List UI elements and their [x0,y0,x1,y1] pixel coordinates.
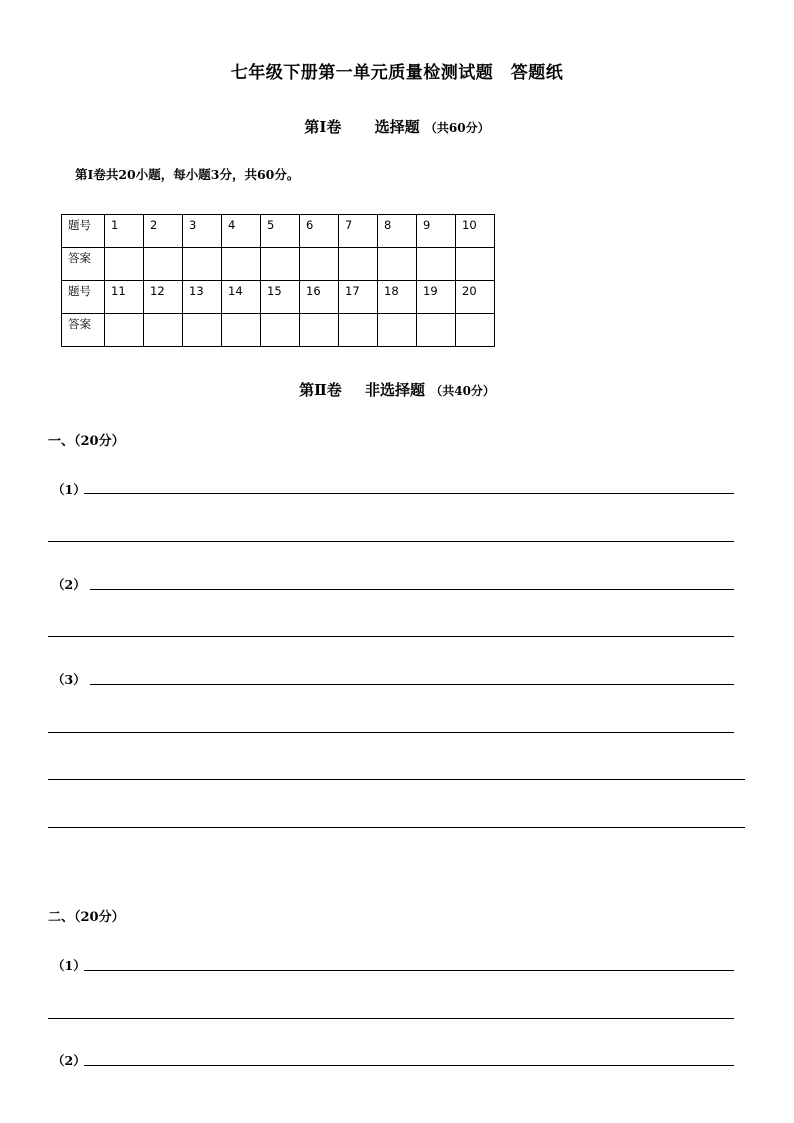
answer-cell[interactable] [183,248,222,281]
question-number-cell: 20 [456,281,495,314]
answer-line[interactable] [90,589,734,590]
question-number-cell: 1 [105,215,144,248]
question-number-cell: 10 [456,215,495,248]
answer-line[interactable] [48,827,745,828]
part1-instruction: 第Ⅰ卷共20小题，每小题3分，共60分。 [75,167,300,182]
answer-cell[interactable] [300,248,339,281]
answer-cell[interactable] [183,314,222,347]
question-number-cell: 8 [378,215,417,248]
header-label-cell: 题号 [62,281,105,314]
answer-cell[interactable] [339,314,378,347]
answer-label-cell: 答案 [62,248,105,281]
answer-cell[interactable] [105,314,144,347]
part1-heading [0,116,794,137]
question-number-cell: 16 [300,281,339,314]
answer-line[interactable] [48,636,734,637]
part2-subject: 非选择题 [364,381,425,399]
question-1-label: 一、（20分） [48,434,125,449]
answer-cell[interactable] [378,314,417,347]
answer-cell[interactable] [222,248,261,281]
answer-line[interactable] [48,732,734,733]
answer-line[interactable] [84,493,734,494]
answer-cell[interactable] [261,248,300,281]
part1-name: 第Ⅰ卷 [304,118,342,136]
question-number-cell: 17 [339,281,378,314]
question-number-cell: 7 [339,215,378,248]
answer-line[interactable] [84,1065,734,1066]
table-row [62,215,495,248]
part2-score: （共40分） [430,384,495,398]
table-row [62,281,495,314]
part2-heading [0,379,794,400]
question-number-cell: 18 [378,281,417,314]
answer-line[interactable] [90,684,734,685]
question-number-cell: 12 [144,281,183,314]
answer-cell[interactable] [222,314,261,347]
answer-cell[interactable] [300,314,339,347]
answer-cell[interactable] [417,314,456,347]
answer-line[interactable] [48,541,734,542]
q2-sub1-label: （1） [52,958,86,973]
answer-line[interactable] [48,779,745,780]
question-number-cell: 4 [222,215,261,248]
q1-sub2-label: （2） [52,577,86,592]
question-number-cell: 19 [417,281,456,314]
part1-subject: 选择题 [374,118,420,136]
question-number-cell: 3 [183,215,222,248]
q1-sub3-label: （3） [52,672,86,687]
answer-label-cell: 答案 [62,314,105,347]
answer-cell[interactable] [144,248,183,281]
answer-line[interactable] [84,970,734,971]
question-number-cell: 11 [105,281,144,314]
question-number-cell: 13 [183,281,222,314]
answer-line[interactable] [48,1018,734,1019]
answer-cell[interactable] [456,314,495,347]
question-number-cell: 2 [144,215,183,248]
answer-cell[interactable] [261,314,300,347]
page-title: 七年级下册第一单元质量检测试题 答题纸 [230,63,564,83]
question-number-cell: 15 [261,281,300,314]
q1-sub1-label: （1） [52,482,86,497]
header-label-cell: 题号 [62,215,105,248]
q2-sub2-label: （2） [52,1053,86,1068]
table-row [62,248,495,281]
question-2-label: 二、（20分） [48,910,125,925]
question-number-cell: 6 [300,215,339,248]
question-number-cell: 14 [222,281,261,314]
answer-cell[interactable] [378,248,417,281]
answer-cell[interactable] [417,248,456,281]
table-row [62,314,495,347]
part1-score: （共60分） [424,121,490,135]
part2-name: 第Ⅱ卷 [299,381,342,399]
answer-cell[interactable] [339,248,378,281]
answer-cell[interactable] [105,248,144,281]
answer-table [61,214,495,347]
answer-cell[interactable] [456,248,495,281]
question-number-cell: 5 [261,215,300,248]
question-number-cell: 9 [417,215,456,248]
answer-cell[interactable] [144,314,183,347]
